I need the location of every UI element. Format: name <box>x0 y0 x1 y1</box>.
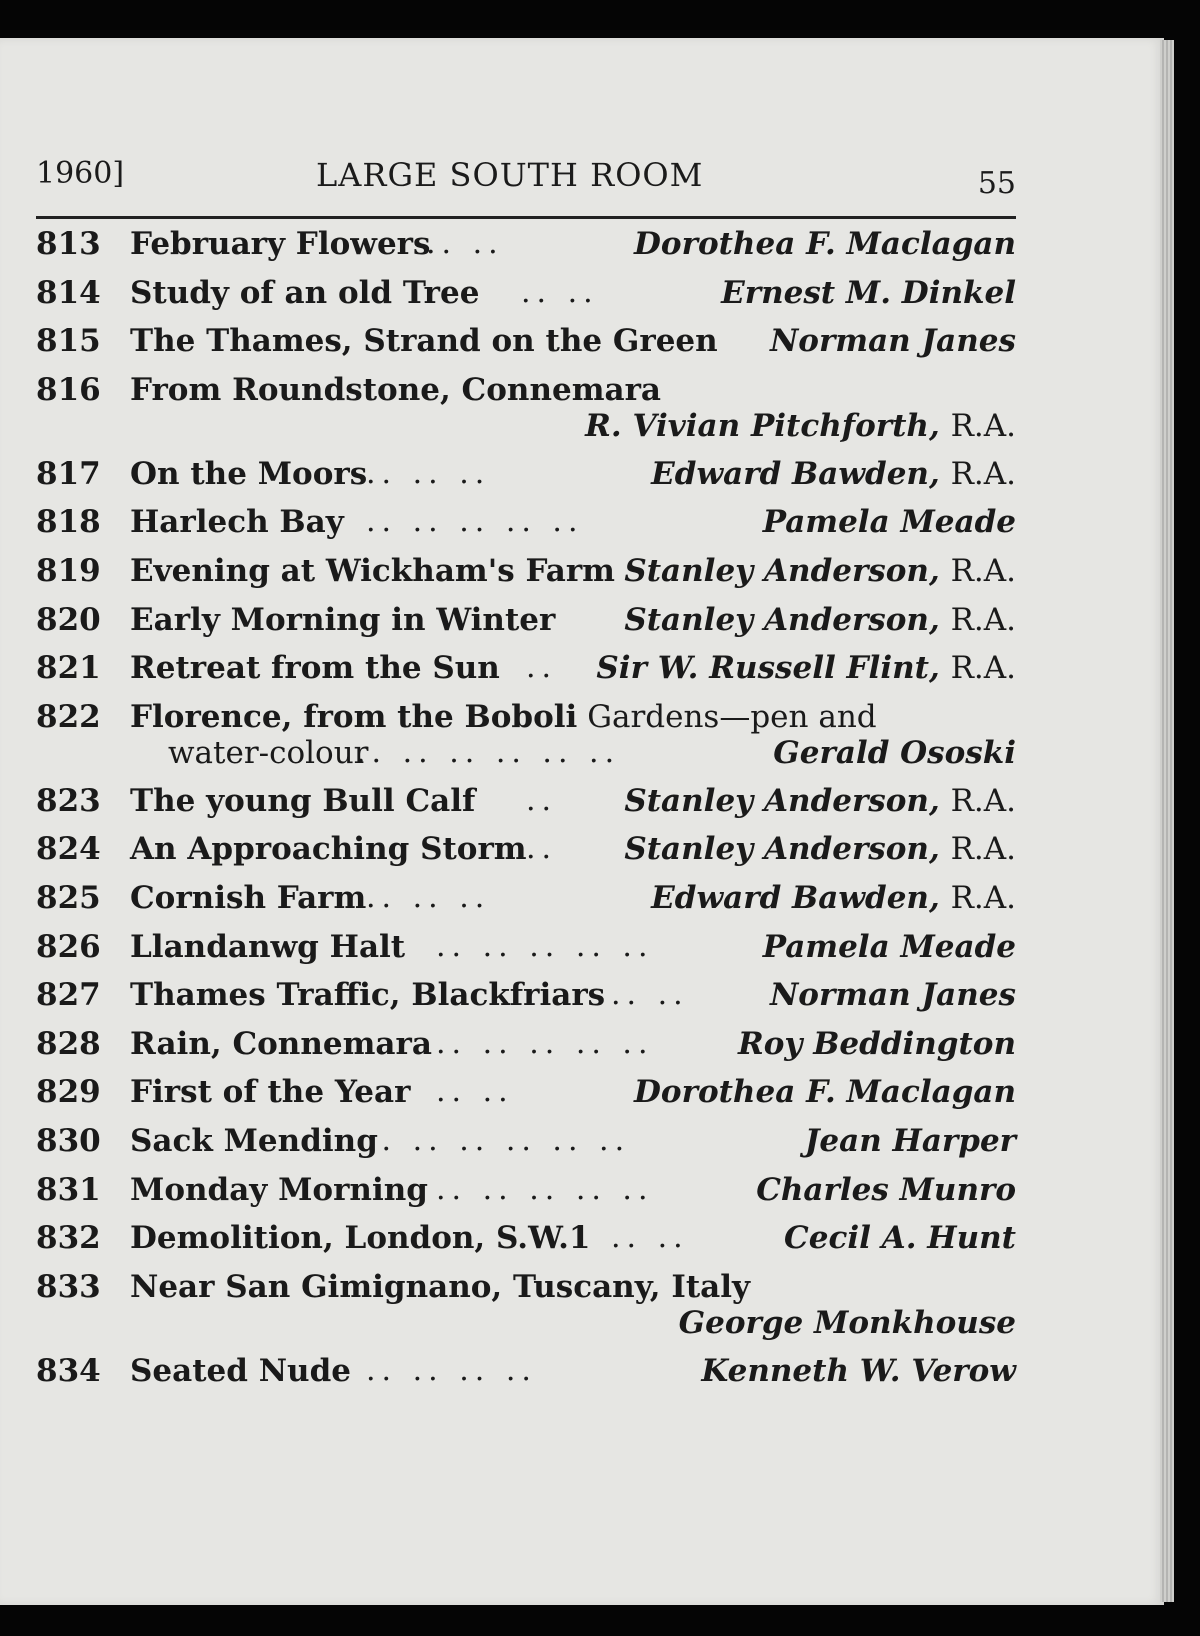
entry-artist <box>721 275 1016 311</box>
entry-artist <box>634 226 1016 262</box>
entry-title <box>130 699 877 735</box>
entry-title: Llandanwg Halt <box>130 928 406 965</box>
artist-name: Pamela Meade <box>762 504 1016 541</box>
entry-artist <box>770 323 1016 359</box>
entry-artist <box>596 650 1016 686</box>
artist-name: Sir W. Russell Flint, <box>596 650 940 687</box>
catalogue-entry <box>36 226 1016 275</box>
entry-number: 828 <box>36 1025 101 1062</box>
entry-number: 825 <box>36 879 101 916</box>
entry-number: 830 <box>36 1122 101 1159</box>
entry-number: 816 <box>36 371 101 408</box>
entry-number: 820 <box>36 601 101 638</box>
catalogue-entry <box>36 323 1016 372</box>
artist-name: Stanley Anderson, <box>624 782 940 819</box>
catalogue-entry <box>36 456 1016 505</box>
artist-name: Stanley Anderson, <box>624 552 940 589</box>
artist-name: Cecil A. Hunt <box>784 1220 1016 1257</box>
leader-dots: .. .. .. .. .. <box>436 1025 654 1061</box>
artist-name: Roy Beddington <box>737 1025 1016 1062</box>
artist-suffix: R.A. <box>950 831 1016 868</box>
page-edge <box>1160 40 1174 1602</box>
entry-artist <box>805 1123 1016 1159</box>
catalogue-entry <box>36 275 1016 324</box>
leader-dots: .. <box>526 831 558 867</box>
entry-number: 823 <box>36 782 101 819</box>
artist-name: Jean Harper <box>804 1122 1016 1159</box>
entry-number: 815 <box>36 323 101 360</box>
artist-name: R. Vivian Pitchforth, <box>585 407 940 444</box>
entry-artist <box>624 553 1016 589</box>
entry-number: 829 <box>36 1074 101 1111</box>
artist-name: Dorothea F. Maclagan <box>634 1074 1016 1111</box>
catalogue-entry <box>36 650 1016 699</box>
catalogue-entry <box>36 504 1016 553</box>
artist-name: Norman Janes <box>769 323 1016 360</box>
artist-name: George Monkhouse <box>678 1304 1016 1341</box>
entry-number: 832 <box>36 1220 101 1257</box>
artist-suffix: R.A. <box>950 552 1016 589</box>
artist-suffix: R.A. <box>950 650 1016 687</box>
entry-title: February Flowers <box>130 226 431 262</box>
entry-number: 827 <box>36 977 101 1014</box>
catalogue-entry <box>36 1026 1016 1075</box>
entry-number: 834 <box>36 1352 101 1389</box>
catalogue-entry <box>36 1123 1016 1172</box>
entry-number: 833 <box>36 1268 101 1305</box>
catalogue-entry <box>36 699 1016 783</box>
entry-artist <box>770 977 1016 1013</box>
entry-title: Early Morning in Winter <box>130 601 556 638</box>
entry-title: First of the Year <box>130 1074 411 1111</box>
artist-name: Stanley Anderson, <box>624 831 940 868</box>
catalogue-entry <box>36 1269 1016 1353</box>
entry-number: 822 <box>36 698 101 735</box>
entry-artist <box>738 1026 1016 1062</box>
entry-title-medium: Gardens—pen and <box>577 698 877 735</box>
artist-name: Kenneth W. Verow <box>701 1352 1016 1389</box>
entry-title: Retreat from the Sun <box>130 650 500 687</box>
leader-dots: .. .. .. .. .. <box>366 504 584 540</box>
artist-suffix: R.A. <box>950 879 1016 916</box>
catalogue-entry <box>36 1220 1016 1269</box>
leader-dots: .. .. .. .. .. .. <box>366 1122 631 1158</box>
entry-title: Monday Morning <box>130 1171 428 1208</box>
artist-name: Gerald Ososki <box>773 734 1016 771</box>
entry-artist <box>773 735 1016 771</box>
entry-title: The young Bull Calf <box>130 782 476 819</box>
entry-title: An Approaching Storm <box>130 831 527 868</box>
entry-artist <box>624 602 1016 638</box>
leader-dots: .. .. .. <box>366 879 491 915</box>
entry-title: Sack Mending <box>130 1122 378 1159</box>
catalogue-entry <box>36 1353 1016 1402</box>
entry-title: Harlech Bay <box>130 504 344 541</box>
catalogue-entry <box>36 783 1016 832</box>
artist-name: Dorothea F. Maclagan <box>634 226 1016 262</box>
entry-title: Near San Gimignano, Tuscany, Italy <box>130 1268 751 1305</box>
artist-name: Pamela Meade <box>762 928 1016 965</box>
entry-title: Thames Traffic, Blackfriars <box>130 977 606 1014</box>
header-rule <box>36 216 1016 219</box>
entry-title-continued: water-colour <box>168 734 369 771</box>
leader-dots: .. <box>526 782 558 818</box>
entry-title: Evening at Wickham's Farm <box>130 552 615 589</box>
catalogue-entry <box>36 977 1016 1026</box>
entry-number: 818 <box>36 504 101 541</box>
entry-artist <box>624 783 1016 819</box>
entry-title: Cornish Farm <box>130 879 367 916</box>
leader-dots: .. .. <box>611 1220 689 1256</box>
entry-artist <box>651 456 1016 492</box>
artist-suffix: R.A. <box>950 601 1016 638</box>
leader-dots: .. <box>526 650 558 686</box>
entry-number: 821 <box>36 650 101 687</box>
entry-number: 831 <box>36 1171 101 1208</box>
leader-dots: .. .. <box>521 274 599 310</box>
entry-title: Rain, Connemara <box>130 1025 432 1062</box>
leader-dots: .. .. .. .. <box>366 1352 537 1388</box>
entry-number: 826 <box>36 928 101 965</box>
leader-dots: .. .. .. .. .. .. <box>356 734 621 770</box>
entry-title: Seated Nude <box>130 1352 351 1389</box>
entry-artist <box>763 504 1016 540</box>
entry-artist <box>763 929 1016 965</box>
entry-number: 813 <box>36 226 101 262</box>
entry-title-main: Florence, from the Boboli <box>130 698 578 735</box>
entry-artist <box>679 1305 1016 1341</box>
entry-title: On the Moors <box>130 455 368 492</box>
running-header <box>36 146 1016 201</box>
entry-artist <box>624 831 1016 867</box>
artist-name: Charles Munro <box>756 1171 1016 1208</box>
entry-number: 824 <box>36 831 101 868</box>
entry-artist <box>651 880 1016 916</box>
catalogue-entry <box>36 372 1016 456</box>
entry-title: Study of an old Tree <box>130 274 480 311</box>
leader-dots: .. .. .. .. .. <box>436 1171 654 1207</box>
leader-dots: .. .. <box>611 977 689 1013</box>
catalogue-entry <box>36 553 1016 602</box>
leader-dots: .. .. <box>436 1074 514 1110</box>
catalogue-list <box>36 226 1016 1401</box>
header-year: 1960] <box>36 156 125 191</box>
entry-artist <box>585 408 1016 444</box>
entry-title: The Thames, Strand on the Green <box>130 323 718 360</box>
page-number: 55 <box>977 166 1016 201</box>
entry-title: From Roundstone, Connemara <box>130 371 662 408</box>
catalogue-entry <box>36 1172 1016 1221</box>
artist-suffix: R.A. <box>950 782 1016 819</box>
artist-suffix: R.A. <box>950 455 1016 492</box>
page-title: LARGE SOUTH ROOM <box>316 156 704 194</box>
entry-title: Demolition, London, S.W.1 <box>130 1220 591 1257</box>
leader-dots: .. .. .. .. .. <box>436 928 654 964</box>
leader-dots: .. .. .. <box>366 455 491 491</box>
artist-name: Edward Bawden, <box>651 879 940 916</box>
entry-number: 819 <box>36 552 101 589</box>
catalogue-entry <box>36 880 1016 929</box>
artist-name: Edward Bawden, <box>651 455 940 492</box>
entry-artist <box>756 1172 1016 1208</box>
leader-dots: .. .. <box>426 226 504 261</box>
artist-name: Stanley Anderson, <box>624 601 940 638</box>
catalogue-entry <box>36 1074 1016 1123</box>
artist-name: Ernest M. Dinkel <box>721 274 1016 311</box>
entry-artist <box>784 1220 1016 1256</box>
entry-number: 814 <box>36 274 101 311</box>
catalogue-entry <box>36 602 1016 651</box>
catalogue-entry <box>36 929 1016 978</box>
entry-artist <box>634 1074 1016 1110</box>
entry-number: 817 <box>36 455 101 492</box>
entry-artist <box>701 1353 1016 1389</box>
artist-name: Norman Janes <box>769 977 1016 1014</box>
artist-suffix: R.A. <box>950 407 1016 444</box>
catalogue-entry <box>36 831 1016 880</box>
